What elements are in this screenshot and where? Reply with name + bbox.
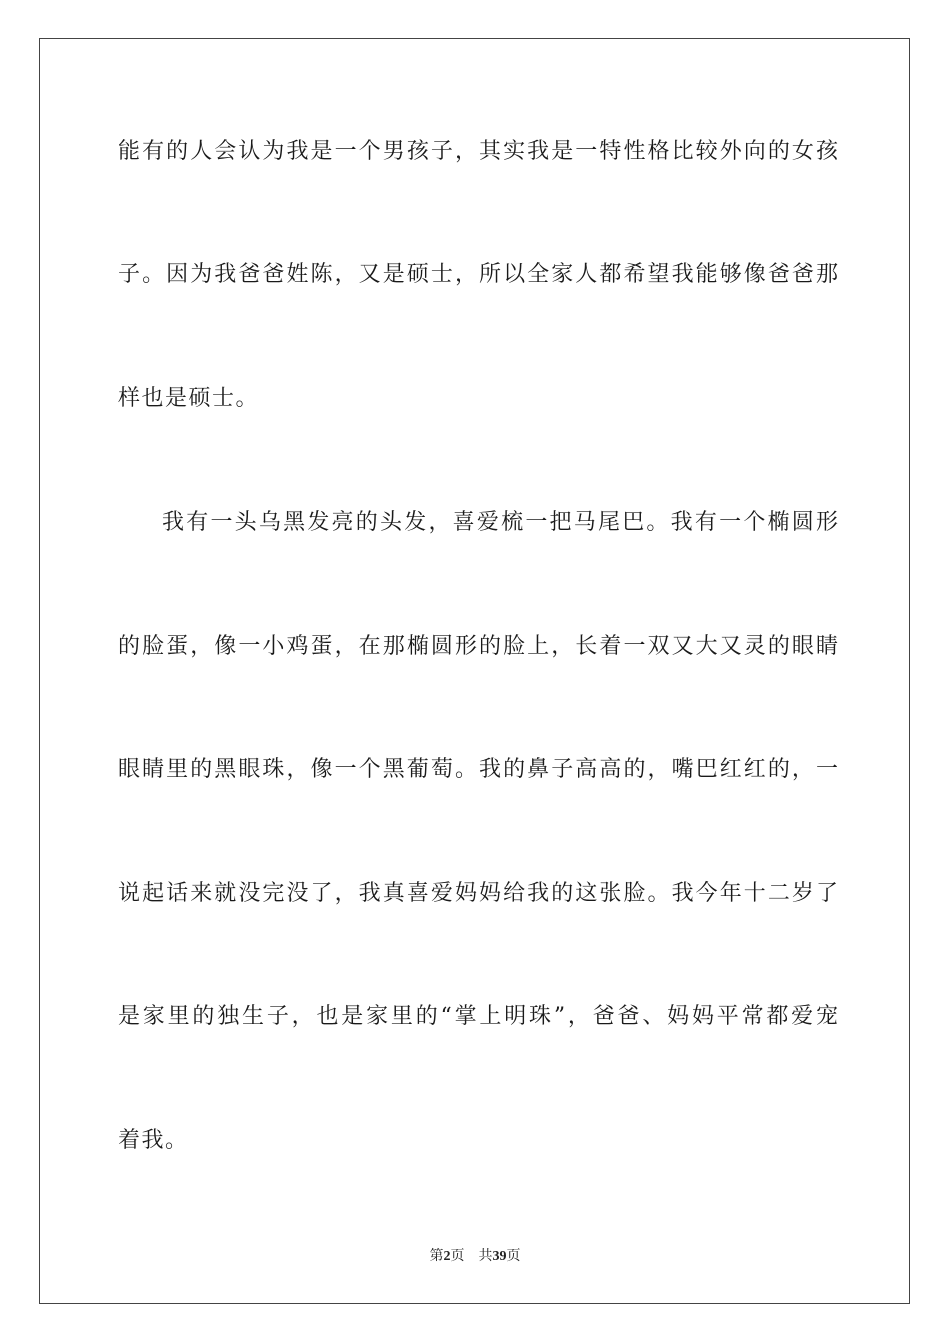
page-border — [39, 38, 910, 1304]
paragraph-line-7: 说起话来就没完没了，我真喜爱妈妈给我的这张脸。我今年十二岁了 — [118, 881, 838, 906]
page-number: 2 — [443, 1249, 451, 1264]
total-prefix: 共 — [478, 1249, 493, 1264]
page-suffix: 页 — [450, 1249, 465, 1264]
paragraph-line-5: 的脸蛋，像一小鸡蛋，在那椭圆形的脸上，长着一双又大又灵的眼睛 — [118, 634, 838, 659]
page-prefix: 第 — [429, 1249, 444, 1264]
page-footer — [0, 1248, 950, 1266]
total-suffix: 页 — [506, 1249, 521, 1264]
paragraph-line-1: 能有的人会认为我是一个男孩子，其实我是一特性格比较外向的女孩 — [118, 139, 838, 164]
paragraph-line-2: 子。因为我爸爸姓陈，又是硕士，所以全家人都希望我能够像爸爸那 — [118, 262, 838, 287]
total-pages: 39 — [492, 1249, 507, 1264]
paragraph-line-3: 样也是硕士。 — [118, 386, 260, 411]
paragraph-line-9: 着我。 — [118, 1128, 189, 1153]
paragraph-line-4: 我有一头乌黑发亮的头发，喜爱梳一把马尾巴。我有一个椭圆形 — [162, 510, 838, 535]
paragraph-line-8: 是家里的独生子，也是家里的“掌上明珠”，爸爸、妈妈平常都爱宠 — [118, 1004, 838, 1029]
paragraph-line-6: 眼睛里的黑眼珠，像一个黑葡萄。我的鼻子高高的，嘴巴红红的，一 — [118, 757, 838, 782]
